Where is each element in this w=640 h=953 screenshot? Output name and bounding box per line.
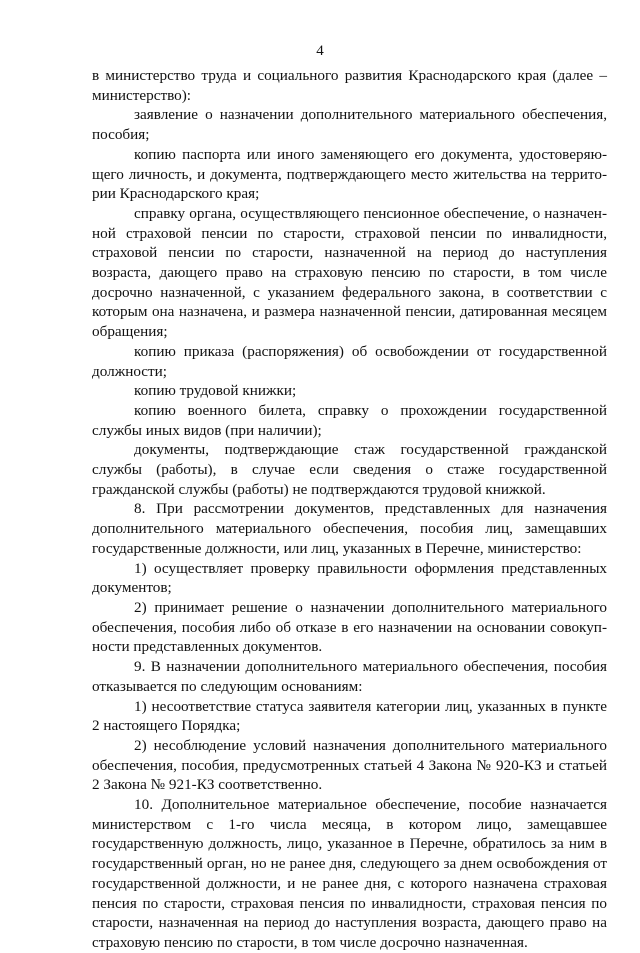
document-body: [92, 66, 607, 953]
paragraph-clause-9-item-2: 2) несоблюдение условий назначения дополнительного материального обеспечения, пособия, предусмотренных статьей 4 Закона № 920-КЗ и статьей 2 Закона № 921-КЗ соответственно.: [92, 736, 607, 794]
paragraph-service-documents: документы, подтверждающие стаж государственной гражданской службы (работы), в случае если сведения о стаже государственной гражданской службы (работы) не подтверждаются трудовой книжкой.: [92, 441, 607, 498]
paragraph-dismissal-order: копию приказа (распоряжения) об освобождении от государственной должности;: [92, 342, 607, 380]
paragraph-clause-9-item-1: 1) несоответствие статуса заявителя категории лиц, указанных в пункте 2 настоящего Порядка;: [92, 697, 607, 735]
paragraph-pension-certificate: справку органа, осуществляющего пенсионное обеспечение, о назначенной страховой пенсии по старости, страховой пенсии по инвалидности, страховой пенсии по старости, назначенной на период до наступления возраста, дающего право на страховую пенсию по старости, в том числе досрочно назначенной, с указанием федерального закона, в соответствии с которым она назначена, и размера назначенной пенсии, датированная месяцем обращения;: [92, 204, 607, 341]
paragraph-ministry-intro: в министерство труда и социального развития Краснодарского края (далее – министерство):: [92, 67, 607, 104]
paragraph-employment-record: копию трудовой книжки;: [134, 382, 297, 400]
paragraph-clause-8-item-2: 2) принимает решение о назначении дополнительного материального обеспечения, пособия либо об отказе в его назначении на основании совокупности представленных документов.: [92, 598, 607, 656]
page-number: 4: [316, 43, 324, 59]
paragraph-clause-8-item-1: 1) осуществляет проверку правильности оформления представленных документов;: [92, 559, 607, 597]
paragraph-clause-9: 9. В назначении дополнительного материального обеспечения, пособия отказывается по следующим основаниям:: [92, 658, 607, 695]
paragraph-clause-10: 10. Дополнительное материальное обеспечение, пособие назначается министерством с 1-го числа месяца, в котором лицо, замещавшее государственную должность, лицо, указанное в Перечне, обратилось за ним в государственный орган, но не ранее дня, следующего за днем освобождения от государственной должности, и не ранее дня, с которого назначена страховая пенсия по старости, страховая пенсия по инвалидности, страховая пенсия по старости, назначенная на период до наступления возраста, дающего право на страховую пенсию по старости, в том числе досрочно назначенная.: [92, 796, 607, 951]
paragraph-application: заявление о назначении дополнительного материального обеспечения, пособия;: [92, 106, 607, 144]
paragraph-clause-8: 8. При рассмотрении документов, представленных для назначения дополнительного материального обеспечения, пособия лиц, замещавших государственные должности, или лиц, указанных в Перечне, министерство:: [92, 500, 607, 557]
paragraph-passport: копию паспорта или иного заменяющего его документа, удостоверяющего личность, и документа, подтверждающего место жительства на территории Краснодарского края;: [92, 145, 607, 203]
paragraph-military-id: копию военного билета, справку о прохождении государственной службы иных видов (при наличии);: [92, 401, 607, 439]
